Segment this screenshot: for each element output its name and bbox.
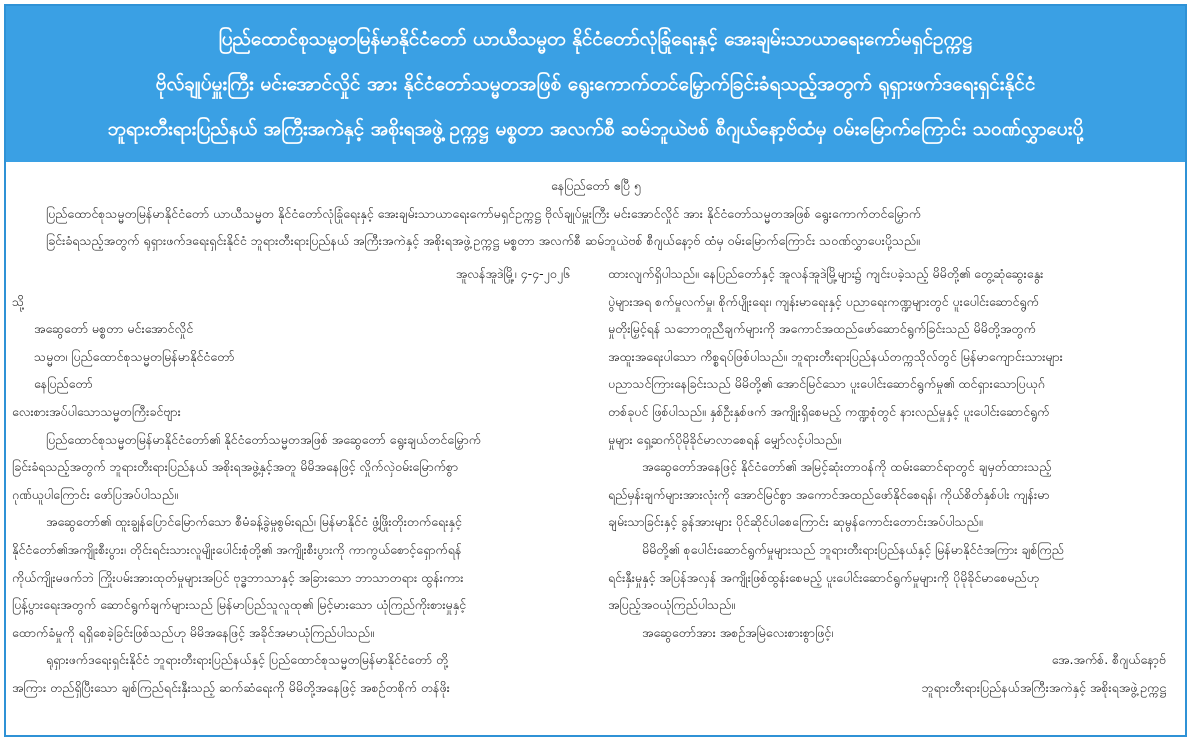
intro-line: ခြင်းခံရသည့်အတွက် ရုရှားဖက်ဒရေးရှင်းနိုင်ငံ ဘူရားတီးရားပြည်နယ် အကြီးအကဲနှင့် အစိုးရအဖွဲ့ဥက္ကဋ္ဌ မစ္စတာ အလက်စီ ဆမ်ဘူယဲဗစ် စီဂျယ်နော့ဗ် ထံမှ ဝမ်းမြောက်ကြောင်း သဝဏ်လွှာပေးပို့သည်။ [46,233,920,249]
left-para-1-line: ပြည်ထောင်စုသမ္မတမြန်မာနိုင်ငံတော်၏ နိုင်ငံတော်သမ္မတအဖြစ် အဆွေတော် ရွေးချယ်တင်မြှောက် [46,431,481,447]
left-para-2-line: ကိုယ်ကျိုးမဖက်ဘဲ ကြိုးပမ်းအားထုတ်မှုများအပြင် ဗုဒ္ဓဘာသာနှင့် အခြားသော ဘာသာတရား ထွန်းကား [12,569,464,585]
left-para-2-line: အဆွေတော်၏ ထူးချွန်ပြောင်မြောက်သော စီမံခန့်ခွဲမှုစွမ်းရည်၊ မြန်မာနိုင်ငံ ဖွံ့ဖြိုးတိုးတက်ရေးနှင့် [46,514,462,530]
right-para-3-line: ရင်းနှီးမှုနှင့် အပြန်အလှန် အကျိုးဖြစ်ထွန်းစေမည့် ပူးပေါင်းဆောင်ရွက်မှုများကို ပိုမိုခိုင်မာစေမည်ဟု [608,569,1039,585]
right-para-2-line: အဆွေတော်အနေဖြင့် နိုင်ငံတော်၏ အမြင့်ဆုံးတာဝန်ကို ထမ်းဆောင်ရာတွင် ချမှတ်ထားသည့် [642,459,1052,475]
left-para-2-line: ပြန့်ပွားရေးအတွက် ဆောင်ရွက်ချက်များသည် မြန်မာပြည်သူလူထု၏ မြင့်မားသော ယုံကြည်ကိုးစားမှုနှင့် [12,597,467,613]
salutation: လေးစားအပ်ပါသောသမ္မတကြီးခင်ဗျား [12,403,181,419]
right-para-3-line: မိမိတို့၏ စုပေါင်းဆောင်ရွက်မှုများသည် ဘူရားတီးရားပြည်နယ်နှင့် မြန်မာနိုင်ငံအကြား ချစ်ကြည် [642,541,1064,557]
right-para-1-line: ပွဲများအရ စက်မှုလက်မှု၊ စိုက်ပျိုးရေး၊ ကျန်းမာရေးနှင့် ပညာရေးကဏ္ဍများတွင် ပူးပေါင်းဆောင်ရွက် [608,293,1039,309]
letter-closing: အဆွေတော်အား အစဉ်အမြဲလေးစားစွာဖြင့်၊ [642,624,834,640]
signature-title: ဘူရားတီးရားပြည်နယ်အကြီးအကဲနှင့် အစိုးရအဖွဲ့ဥက္ကဋ္ဌ [921,679,1166,695]
headline-banner [6,6,1185,162]
left-para-1-line: ခြင်းခံရသည့်အတွက် ဘူရားတီးရားပြည်နယ် အစိုးရအဖွဲ့နှင့်အတူ မိမိအနေဖြင့် လှိုက်လှဲဝမ်းမြောက်စွာ [12,459,459,475]
recipient-title: သမ္မတ၊ ပြည်ထောင်စုသမ္မတမြန်မာနိုင်ငံတော် [34,348,235,364]
signature-name: အေ.အက်စ်. စီဂျယ်နော့ဗ် [1051,652,1166,668]
left-para-2-line: ထောက်ခံမှုကို ရရှိစေခဲ့ခြင်းဖြစ်သည်ဟု မိမိအနေဖြင့် အခိုင်အမာယုံကြည်ပါသည်။ [12,624,374,640]
intro-paragraph [12,200,1180,255]
headline-line-1: ပြည်ထောင်စုသမ္မတမြန်မာနိုင်ငံတော် ယာယီသမ္မတ နိုင်ငံတော်လုံခြုံရေးနှင့် အေးချမ်းသာယာရေးကော်မရှင်ဥက္ကဋ္ဌ [218,27,973,50]
letter-to: သို့ [12,293,25,309]
right-para-1-line: ထားလျက်ရှိပါသည်။ နေပြည်တော်နှင့် အူလန်အူဒဲမြို့များ၌ ကျင်းပခဲ့သည့် မိမိတို့၏ တွေ့ဆုံဆွေးနွေး [608,266,1044,281]
letter-left-column [12,260,584,732]
right-para-1-line: မှုများ ရှေ့ဆက်ပိုမိုခိုင်မာလာစေရန် မျှော်လင့်ပါသည်။ [608,431,842,447]
left-para-2-line: နိုင်ငံတော်၏အကျိုးစီးပွား၊ တိုင်းရင်းသားလူမျိုးပေါင်းစုံတို့၏ အကျိုးစီးပွားကို ကာကွယ်စောင့်ရှောက်ရန် [12,541,462,557]
dateline: နေပြည်တော် ဧပြီ ၅ [551,178,641,193]
right-para-3-line: အပြည့်အဝယုံကြည်ပါသည်။ [608,597,736,613]
right-para-1-line: မှုတိုးမြှင့်ရန် သဘောတူညီချက်များကို အကောင်အထည်ဖော်ဆောင်ရွက်ခြင်းသည် မိမိတို့အတွက် [608,321,1036,337]
recipient-location: နေပြည်တော် [34,376,93,392]
article-body [12,172,1180,732]
left-para-3-line: အကြား တည်ရှိပြီးသော ချစ်ကြည်ရင်းနှီးသည့် ဆက်ဆံရေးကို မိမိတို့အနေဖြင့် အစဉ်တစိုက် တန်ဖိုး [12,679,450,695]
left-para-3-line: ရုရှားဖက်ဒရေးရှင်းနိုင်ငံ ဘူရားတီးရားပြည်နယ်နှင့် ပြည်ထောင်စုသမ္မတမြန်မာနိုင်ငံတော် တို့ [46,652,449,668]
right-para-1-line: အထူးအရေးပါသော ကိစ္စရပ်ဖြစ်ပါသည်။ ဘူရားတီးရားပြည်နယ်တက္ကသိုလ်တွင် မြန်မာကျောင်းသားများ [608,348,1063,364]
intro-line: ပြည်ထောင်စုသမ္မတမြန်မာနိုင်ငံတော် ယာယီသမ္မတ နိုင်ငံတော်လုံခြုံရေးနှင့် အေးချမ်းသာယာရေးကော်မရှင်ဥက္ကဋ္ဌ ဗိုလ်ချုပ်မှူးကြီး မင်းအောင်လှိုင် အား နိုင်ငံတော်သမ္မတအဖြစ် ရွေးကောက်တင်မြှောက် [46,205,921,221]
recipient-name: အဆွေတော် မစ္စတာ မင်းအောင်လှိုင် [34,321,194,337]
right-para-2-line: ချမ်းသာခြင်းနှင့် ခွန်အားများ ပိုင်ဆိုင်ပါစေကြောင်း ဆုမွန်ကောင်းတောင်းအပ်ပါသည်။ [608,514,983,530]
left-para-1-line: ဂုဏ်ယူပါကြောင်း ဖော်ပြအပ်ပါသည်။ [12,486,178,502]
letter-place-date: အူလန်အူဒဲမြို့၊ ၄-၄-၂၀၂၆ [455,266,570,281]
headline-line-3: ဘူရားတီးရားပြည်နယ် အကြီးအကဲနှင့် အစိုးရအဖွဲ့ ဥက္ကဋ္ဌ မစ္စတာ အလက်စီ ဆမ်ဘူယဲဗစ် စီဂျယ်နော့ဗ်ထံမှ ဝမ်းမြောက်ကြောင်း သဝဏ်လွှာပေးပို့ [107,117,1084,140]
right-para-1-line: တစ်ခုပင် ဖြစ်ပါသည်။ နှစ်ဦးနှစ်ဖက် အကျိုးရှိစေမည့် ကဏ္ဍစုံတွင် နားလည်မှုနှင့် ပူးပေါင်းဆောင်ရွက် [608,403,1050,419]
letter-columns [12,260,1180,732]
headline-line-2: ဗိုလ်ချုပ်မှူးကြီး မင်းအောင်လှိုင် အား နိုင်ငံတော်သမ္မတအဖြစ် ရွေးကောက်တင်မြှောက်ခြင်းခံရသည့်အတွက် ရုရှားဖက်ဒရေးရှင်းနိုင်ငံ [155,72,1036,95]
right-para-1-line: ပညာသင်ကြားနေခြင်းသည် မိမိတို့၏ အောင်မြင်သော ပူးပေါင်းဆောင်ရွက်မှု၏ ထင်ရှားသောပြယုဂ် [608,376,1045,392]
right-para-2-line: ရည်မှန်းချက်များအားလုံးကို အောင်မြင်စွာ အကောင်အထည်ဖော်နိုင်စေရန်၊ ကိုယ်စိတ်နှစ်ပါး ကျန်းမာ [608,486,1050,502]
letter-right-column [608,260,1180,732]
